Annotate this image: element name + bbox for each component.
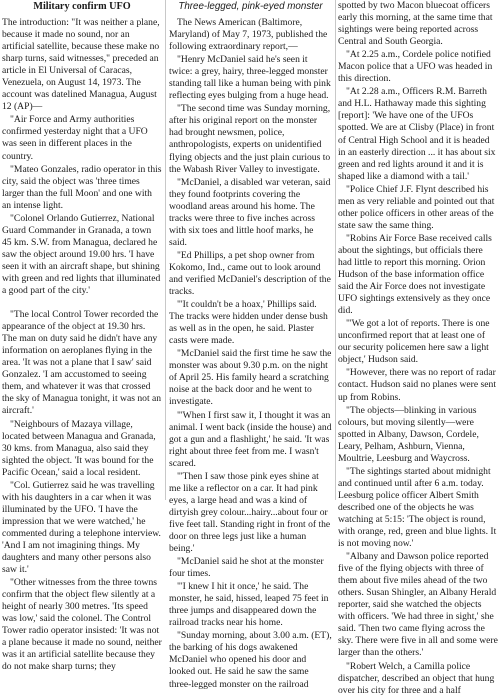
paragraph: "Col. Gutierrez said he was travelling with his daughters in a car when it was illuminated by the UFO. 'I have the impression that we were watched,' he commented during a telephone interview. 'And I am not imagining things. My daughters and many other persons also saw it.': [2, 479, 161, 576]
paragraph: "At 2.28 a.m., Officers R.M. Barreth and H.L. Hathaway made this sighting [report]: 'We have one of the UFOs spotted. We are at Clisby (Place) in front of Central High School and it is headed in an easterly direction ... it has about six green and red lights around it and it is shaped like a diamond with a tail.': [338, 86, 496, 182]
paragraph: "Colonel Orlando Gutierrez, National Guard Commander in Granada, a town 45 km. S.W. from Managua, declared he saw the object around 19.00 hrs. 'I have seen it with an aircraft shape, but shining with green and red lights that illuminated a good part of the city.': [2, 212, 161, 297]
paragraph: "'Then I saw those pink eyes shine at me like a reflector on a car. It had pink eyes, a large head and was a kind of dirtyish grey colour...hairy...about four or five feet tall. Standing right in front of the door on three legs just like a human being.': [169, 470, 331, 555]
paragraph: "Henry McDaniel said he's seen it twice: a grey, hairy, three-legged monster standing tall like a human being with pink reflecting eyes bulging from a huge head.: [169, 54, 331, 102]
article-heading-military-confirm-ufo: Military confirm UFO: [33, 1, 131, 12]
paragraph: "The objects—blinking in various colours, but moving silently—were spotted in Albany, Dawson, Cordele, Leary, Pelham, Ashburn, Vienna, Moultrie, Leesburg and Waycross.: [338, 404, 479, 464]
paragraph: "'It couldn't be a hoax,' Phillips said. The tracks were hidden under dense bush as well as in the open, he said. Plaster casts were made.: [169, 299, 328, 347]
paragraph: "'I knew I hit it once,' he said. The monster, he said, hissed, leaped 75 feet in three jumps and disappeared down the railroad tracks near his home.: [169, 581, 329, 629]
column-3: [338, 0, 498, 696]
column-2: [169, 0, 332, 690]
paragraph: "The local Control Tower recorded the appearance of the object at 19.30 hrs. The man on duty said he didn't have any information on aeroplanes flying in the area. 'It was not a plane that I saw' said Gonzalez. 'I am accustomed to seeing them, and whatever it was that crossed the sky of Managua tonight, it was not an aircraft.': [2, 309, 162, 417]
paragraph: "Police Chief J.F. Flynt described his men as very reliable and pointed out that other police officers in other areas of the state saw the same thing.: [338, 183, 495, 231]
article-heading-three-legged-monster: Three-legged, pink-eyed monster: [178, 1, 323, 12]
paragraph: The introduction: "It was neither a plane, because it made no sound, nor an artificial satellite, because these make no sharp turns, said witnesses," preceded an article in El Universal of Caracas, Venezuela, on August 14, 1973. The account was datelined Managua, August 12 (AP)—: [2, 17, 160, 113]
column-1: [2, 0, 162, 673]
paragraph: "Robins Air Force Base received calls about the sightings, but officials there had little to report this morning. Orion Hudson of the base information office said the Air Force does not investigate UFO sightings extensively as they once did.: [338, 232, 492, 317]
paragraph: "Ed Phillips, a pet shop owner from Kokomo, Ind., came out to look around and verified McDaniel's description of the tracks.: [169, 249, 331, 298]
column-divider: [165, 0, 166, 500]
paragraph: "Air Force and Army authorities confirmed yesterday night that a UFO was seen in different places in the country.: [2, 114, 148, 162]
paragraph: "At 2.25 a.m., Cordele police notified Macon police that a UFO was headed in this direction.: [338, 49, 493, 85]
column-divider: [335, 0, 336, 500]
paragraph: "'When I first saw it, I thought it was an animal. I went back (inside the house) and got a gun and a flashlight,' he said. 'It was right about three feet from me. I wasn't scared.: [169, 409, 332, 469]
paragraph: "McDaniel said the first time he saw the monster was about 9.30 p.m. on the night of April 25. His family heard a scratching noise at the back door and he went to investigate.: [169, 348, 332, 408]
paragraph: "Mateo Gonzales, radio operator in this city, said the object was 'three times larger than the full Moon' and one with an intense light.: [2, 163, 162, 211]
paragraph: "'We got a lot of reports. There is one unconfirmed report that at least one of our security policemen here saw a light object,' Hudson said.: [338, 318, 490, 366]
paragraph: "The second time was Sunday morning, after his original report on the monster had brought newsmen, police, anthropologists, experts on unidentified flying objects and the just plain curious to the Wabash River Valley to investigate.: [169, 103, 331, 175]
paragraph: "Neighbours of Mazaya village, located between Managua and Granada, 30 kms. from Managua, also said they sighted the object. 'It was bound for the Pacific Ocean,' said a local resident.: [2, 418, 156, 478]
paragraph-gap: [2, 298, 162, 309]
paragraph: "McDaniel said he shot at the monster four times.: [169, 556, 324, 580]
paragraph: "Sunday morning, about 3.00 a.m. (ET), the barking of his dogs awakened McDaniel who opened his door and looked out. He said he saw the same three-legged monster on the railroad: [169, 630, 332, 690]
paragraph: "However, there was no report of radar contact. Hudson said no planes were sent up from Robins.: [338, 367, 496, 403]
paragraph: "Other witnesses from the three towns confirm that the object flew silently at a height of nearly 300 metres. 'Its speed was low,' said the colonel. The Control Tower radio operator insisted: 'It was not a plane because it made no sound, neither was it an artificial satellite because they do not make sharp turns; they: [2, 577, 162, 673]
paragraph: "Robert Welch, a Camilla police dispatcher, described an object that hung over his city for three and a half: [338, 660, 495, 696]
paragraph: spotted by two Macon bluecoat officers early this morning, at the same time that sightings were being reported across Central and South Georgia.: [338, 0, 493, 48]
paragraph: "The sightings started about midnight and continued until after 6 a.m. today. Leesburg police officer Albert Smith described one of the objects he was watching at 5:15: 'The object is round, with orange, red, green and blue lights. It is not moving now.': [338, 465, 497, 550]
paragraph: The News American (Baltimore, Maryland) of May 7, 1973, published the following extraordinary report,—: [169, 17, 328, 53]
paragraph: "McDaniel, a disabled war veteran, said they found footprints covering the woodland areas around his home. The tracks were three to five inches across with six toes and little hoof marks, he said.: [169, 176, 331, 248]
paragraph: "Albany and Dawson police reported five of the flying objects with three of them about five miles ahead of the two others. Susan Shingler, an Albany Herald reporter, said she watched the objects with officers. 'We had three in sight,' she said. 'Then two came flying across the sky. There were five in all and some were larger than the others.': [338, 551, 498, 659]
